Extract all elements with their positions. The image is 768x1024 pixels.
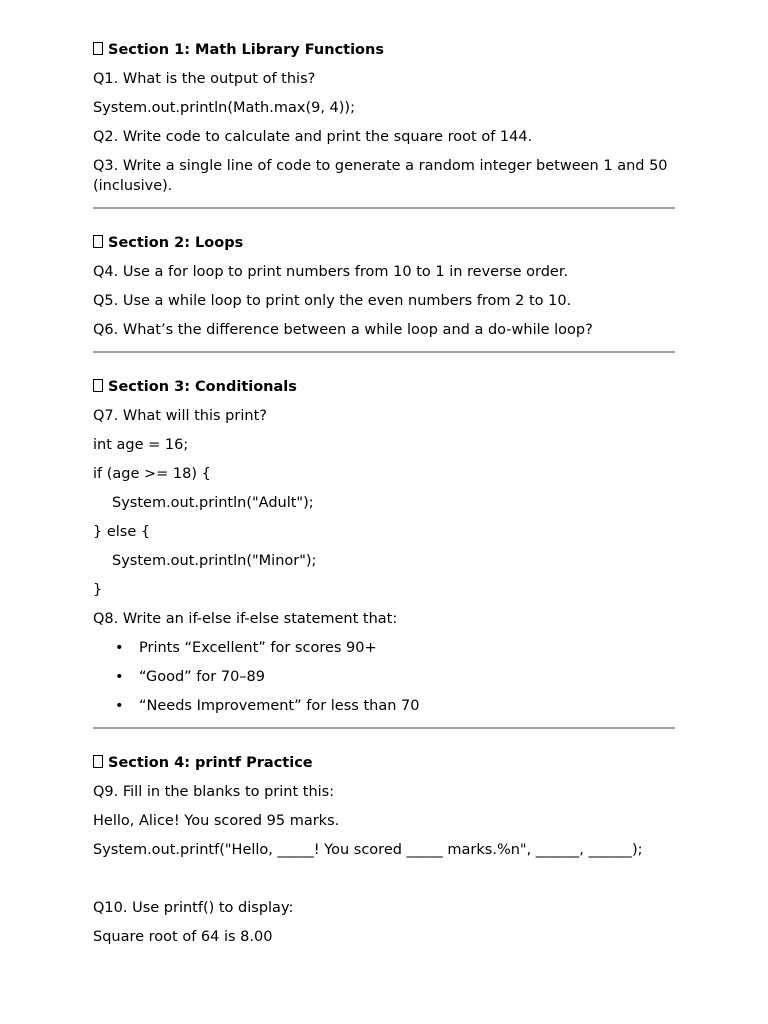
- emoji-placeholder-icon: [93, 235, 103, 248]
- q10-text: Q10. Use printf() to display:: [93, 900, 294, 916]
- list-item: [93, 667, 675, 687]
- section-divider: [93, 727, 675, 729]
- q8-text: Q8. Write an if-else if-else statement that:: [93, 611, 398, 627]
- section-1-heading: [93, 40, 675, 60]
- list-item-text: “Needs Improvement” for less than 70: [139, 698, 420, 714]
- bullet-icon: •: [115, 669, 124, 685]
- emoji-placeholder-icon: [93, 42, 103, 55]
- section-divider: [93, 351, 675, 353]
- document-page: [93, 40, 675, 956]
- list-item-text: Prints “Excellent” for scores 90+: [139, 640, 377, 656]
- bullet-icon: •: [115, 640, 124, 656]
- list-item: [93, 696, 675, 716]
- emoji-placeholder-icon: [93, 755, 103, 768]
- code-line: int age = 16;: [93, 437, 189, 453]
- q6-text: Q6. What’s the difference between a while loop and a do-while loop?: [93, 322, 593, 338]
- q7-text: Q7. What will this print?: [93, 408, 267, 424]
- blank-spacer: [93, 869, 675, 898]
- section-4-title: Section 4: printf Practice: [108, 755, 313, 771]
- q9-text: Q9. Fill in the blanks to print this:: [93, 784, 335, 800]
- code-line: }: [93, 582, 103, 598]
- section-2-title: Section 2: Loops: [108, 235, 244, 251]
- code-line: } else {: [93, 524, 151, 540]
- q8-bullet-list: [93, 638, 675, 716]
- q9-code: System.out.printf("Hello, _____! You scored _____ marks.%n", ______, ______);: [93, 842, 643, 858]
- code-line: System.out.println("Adult");: [112, 495, 314, 511]
- q10-expected-output: Square root of 64 is 8.00: [93, 929, 273, 945]
- q3-text: Q3. Write a single line of code to generate a random integer between 1 and 50 (inclusive).: [93, 158, 668, 194]
- section-divider: [93, 207, 675, 209]
- q9-expected-output: Hello, Alice! You scored 95 marks.: [93, 813, 340, 829]
- emoji-placeholder-icon: [93, 379, 103, 392]
- q4-text: Q4. Use a for loop to print numbers from 10 to 1 in reverse order.: [93, 264, 569, 280]
- code-line: System.out.println("Minor");: [112, 553, 317, 569]
- section-3-title: Section 3: Conditionals: [108, 379, 297, 395]
- section-2-heading: [93, 233, 675, 253]
- list-item: [93, 638, 675, 658]
- section-1-title: Section 1: Math Library Functions: [108, 42, 384, 58]
- list-item-text: “Good” for 70–89: [139, 669, 265, 685]
- q5-text: Q5. Use a while loop to print only the even numbers from 2 to 10.: [93, 293, 572, 309]
- bullet-icon: •: [115, 698, 124, 714]
- section-4-heading: [93, 753, 675, 773]
- q2-text: Q2. Write code to calculate and print the square root of 144.: [93, 129, 533, 145]
- code-line: if (age >= 18) {: [93, 466, 211, 482]
- q1-code: System.out.println(Math.max(9, 4));: [93, 100, 355, 116]
- q1-text: Q1. What is the output of this?: [93, 71, 316, 87]
- section-3-heading: [93, 377, 675, 397]
